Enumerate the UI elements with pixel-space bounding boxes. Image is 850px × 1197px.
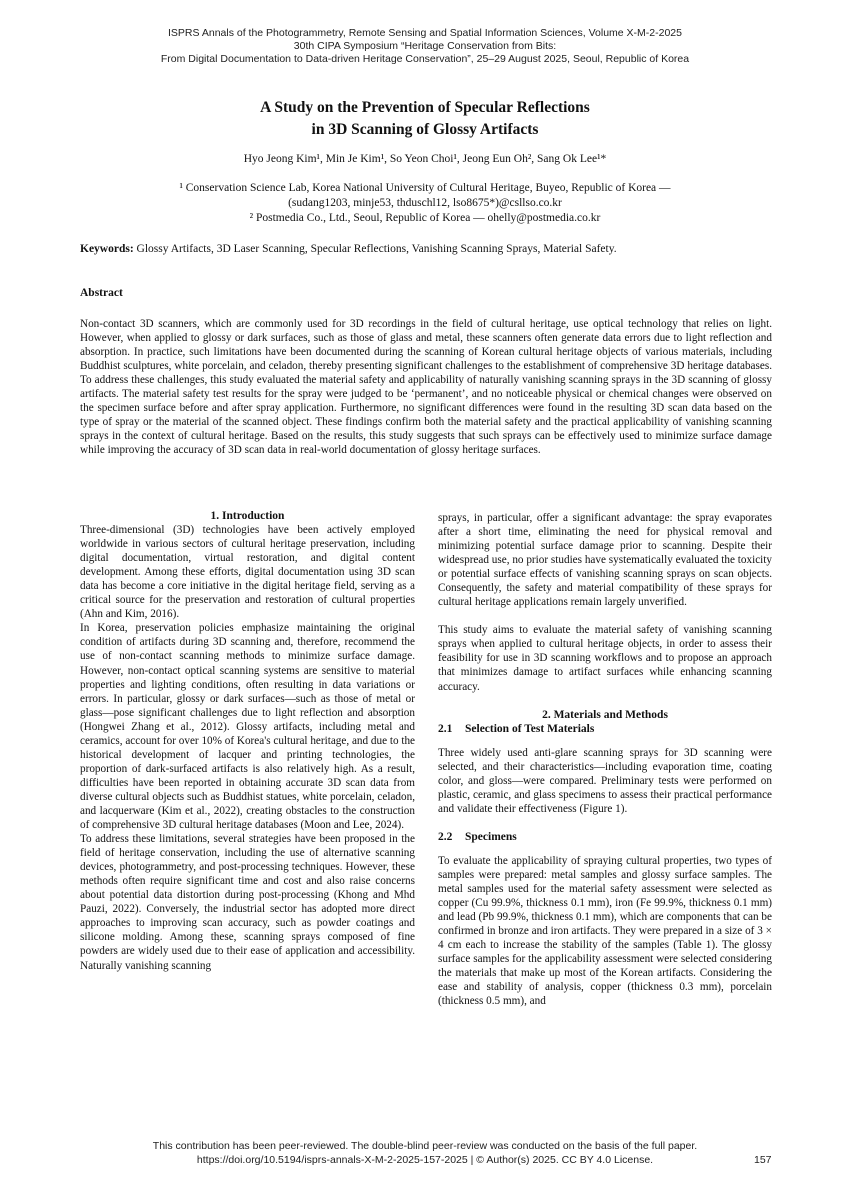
keywords-label: Keywords: (80, 243, 134, 255)
left-column (80, 509, 415, 973)
affiliation-line-3: ² Postmedia Co., Ltd., Seoul, Republic of Korea — ohelly@postmedia.co.kr (249, 212, 601, 224)
subsection-2-1-heading (438, 722, 772, 736)
affiliations (0, 181, 850, 226)
subsection-2-1-number: 2.1 (438, 722, 453, 735)
intro-paragraph-3: To address these limitations, several strategies have been proposed in the field of heritage conservation, including the use of alternative scanning devices, photogrammetry, and post-processing techniques. However, these methods often require significant time and cost and also raise concerns about potential data distortion during post-processing (Khong and Mhd Pauzi, 2022). Conversely, the industrial sector has adopted more direct approaches to improving scan accuracy, such as powder coatings and silicone molding. Among these, scanning sprays composed of fine powders are widely used due to their ease of application and accessibility. Naturally vanishing scanning (80, 833, 415, 972)
intro-heading: 1. Introduction (210, 510, 285, 522)
page-number: 157 (754, 1154, 772, 1166)
paper-title (0, 97, 850, 141)
abstract-text: Non-contact 3D scanners, which are commonly used for 3D recordings in the field of cultural heritage, use optical technology that relies on light. However, when applied to glossy or dark surfaces, such as those of glass and metal, these scanners often generate data errors due to light reflection and absorption. In practice, such limitations have been documented during the scanning of Korean cultural heritage objects of various materials, including Buddhist sculptures, white porcelain, and celadon, thereby presenting significant challenges to the establishment of comprehensive 3D heritage databases. To address these challenges, this study evaluated the material safety and applicability of naturally vanishing scanning sprays in the 3D scanning of glossy artifacts. The material safety test results for the spray were judged to be ‘permanent’, and no noticeable physical or chemical changes were observed on the specimen surface before and after spray application. Furthermore, no significant differences were found in the resulting 3D scan data based on the type of spray or the material of the scanned object. These findings confirm both the material safety and the practical applicability of vanishing scanning sprays in the context of cultural heritage. Based on the results, this study suggests that such sprays can be effectively used to minimize surface damage while improving the accuracy of 3D scan data in real-world documentation of glossy heritage surfaces. (80, 318, 772, 457)
intro-paragraph-4: sprays, in particular, offer a significant advantage: the spray evaporates after a short time, eliminating the need for physical removal and minimizing potential surface damage prior to scanning. Despite their widespread use, no prior studies have systematically evaluated the toxicity or potential surface effects of vanishing scanning sprays on scan objects. Consequently, the safety and material compatibility of these sprays for cultural heritage applications remain largely unverified. (438, 512, 772, 609)
subsection-2-2-text: To evaluate the applicability of spraying cultural properties, two types of samples were prepared: metal samples and glossy surface samples. The metal samples used for the material safety assessment were selected as copper (Cu 99.9%, thickness 0.1 mm), iron (Fe 99.9%, thickness 0.1 mm) and lead (Pb 99.9%, thickness 0.1 mm), which are components that can be confirmed in bronze and iron artifacts. They were prepared in a size of 3 × 4 cm each to increase the stability of the samples (Table 1). The glossy surface samples for the applicability assessment were selected considering the materials that make up most of the Korean artifacts. Considering the ease and stability of analysis, copper (thickness 0.3 mm), porcelain (thickness 0.5 mm), and (438, 854, 772, 1008)
subsection-2-2-heading (438, 830, 772, 844)
footer-line-1: This contribution has been peer-reviewed. The double-blind peer-review was conducted on the basis of the full paper. (152, 1140, 698, 1152)
footer-line-2: https://doi.org/10.5194/isprs-annals-X-M-2-2025-157-2025 | © Author(s) 2025. CC BY 4.0 License. (196, 1153, 654, 1166)
keywords-text: Glossy Artifacts, 3D Laser Scanning, Specular Reflections, Vanishing Scanning Sprays, Material Safety. (133, 243, 617, 255)
title-line-2: in 3D Scanning of Glossy Artifacts (311, 121, 539, 138)
header-line-3: From Digital Documentation to Data-driven Heritage Conservation”, 25–29 August 2025, Seoul, Republic of Korea (160, 53, 690, 65)
affiliation-line-1: ¹ Conservation Science Lab, Korea National University of Cultural Heritage, Buyeo, Republic of Korea — (179, 182, 671, 194)
page-footer (0, 1140, 850, 1167)
subsection-2-1-text: Three widely used anti-glare scanning sprays for 3D scanning were selected, and their characteristics—including evaporation time, coating color, and gloss—were compared. Preliminary tests were performed on plastic, ceramic, and glass specimens to assess their practical performance and validate their effectiveness (Figure 1). (438, 746, 772, 815)
subsection-2-2-number: 2.2 (438, 830, 453, 843)
right-column (438, 511, 772, 1008)
intro-paragraph-2: In Korea, preservation policies emphasize maintaining the original condition of artifacts during 3D scanning and, therefore, recommend the use of non-contact scanning methods to minimize surface damage. However, non-contact optical scanning systems are sensitive to material properties and lighting conditions, often resulting in data variations or errors. In particular, glossy or dark surfaces—such as those of metal or glass—pose significant challenges due to light reflection and absorption (Hongwei Zhang et al., 2012). Glossy artifacts, including metal and ceramics, account for over 10% of Korea's cultural heritage, and due to the historical development of lacquer and printing technologies, the proportion of dark-surfaced artifacts is also relatively high. As a result, difficulties have been reported in obtaining accurate 3D scan data from diverse cultural objects such as Buddhist statues, white porcelain, celadon, and lacquerware (Kim et al., 2022), creating obstacles to the construction of comprehensive 3D cultural heritage databases (Moon and Lee, 2024). (80, 622, 416, 832)
subsection-2-2-title: Specimens (465, 830, 517, 843)
affiliation-line-2: (sudang1203, minje53, thduschl12, lso8675*)@csllso.co.kr (288, 197, 562, 209)
subsection-2-1-title: Selection of Test Materials (465, 722, 595, 735)
methods-heading: 2. Materials and Methods (542, 708, 668, 721)
keywords (80, 242, 780, 257)
header-line-1: ISPRS Annals of the Photogrammetry, Remote Sensing and Spatial Information Sciences, Volume X-M-2-2025 (168, 27, 682, 39)
intro-paragraph-1: Three-dimensional (3D) technologies have been actively employed worldwide in various sectors of cultural heritage preservation, including digital documentation, virtual restoration, and digital content development. Among these efforts, digital documentation using 3D scan data has become a core initiative in the digital heritage field, serving as a critical source for the preservation and restoration of cultural properties (Ahn and Kim, 2016). (80, 524, 415, 621)
author-list: Hyo Jeong Kim¹, Min Je Kim¹, So Yeon Choi¹, Jeong Eun Oh², Sang Ok Lee¹* (243, 153, 607, 165)
intro-paragraph-5: This study aims to evaluate the material safety of vanishing scanning sprays when applied to cultural heritage objects, in order to assess their feasibility for use in 3D scanning workflows and to propose an approach that minimizes damage to artifact surfaces while enhancing scanning accuracy. (438, 624, 772, 693)
header-line-2: 30th CIPA Symposium “Heritage Conservation from Bits: (293, 40, 557, 52)
abstract-heading: Abstract (80, 287, 123, 299)
running-header (0, 27, 850, 66)
title-line-1: A Study on the Prevention of Specular Reflections (260, 99, 590, 116)
